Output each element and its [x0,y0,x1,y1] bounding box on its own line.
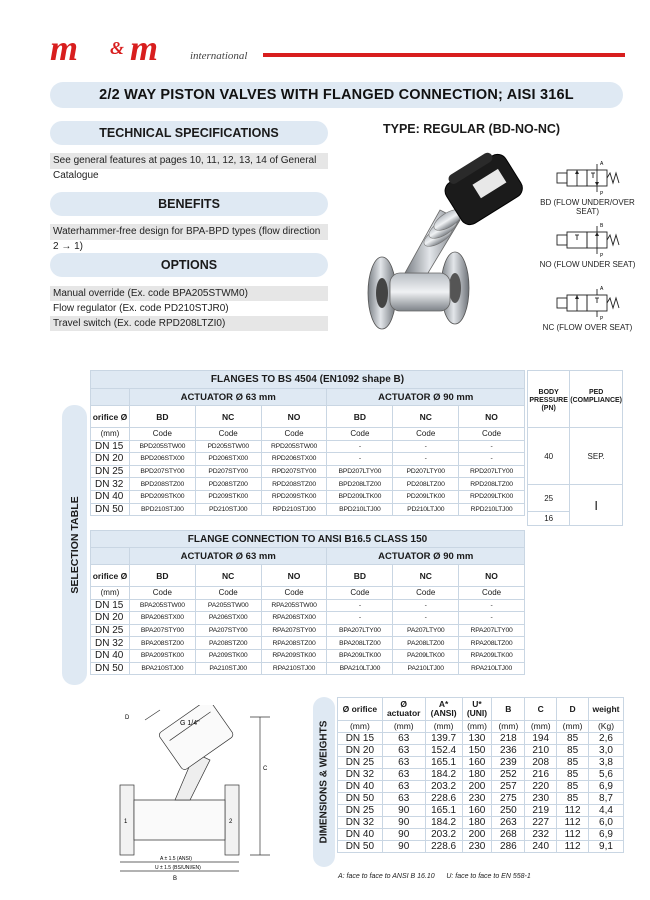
code-cell: PD208LTZ00 [393,478,459,491]
code-cell: - [393,612,459,625]
table-row [91,503,525,516]
code-cell: - [327,612,393,625]
col-bd: BD [327,406,393,428]
column-header: D [557,698,589,721]
orifice-header: orifice Ø [91,565,130,587]
code-cell: RPD210STJ00 [261,503,327,516]
table-cell: 63 [382,780,425,792]
symbol-label-no: NO (FLOW UNDER SEAT) [539,260,636,269]
ansi-rows [91,599,525,675]
column-header: A* (ANSI) [425,698,462,721]
table-cell: DN 20 [338,744,383,756]
code-cell: RPA207LTY00 [459,624,525,637]
code-cell: BPA210STJ00 [129,662,195,675]
selection-table-ansi: FLANGE CONNECTION TO ANSI B16.5 CLASS 150 ACTUATOR Ø 63 mm ACTUATOR Ø 90 mm orifice Ø BD NC NO BD NC NO (mm) Code Code Code Code Code Code DN 15 BPA205STW00 PA205STW00 RPA205STW00 - - - DN 20 BPA206STX00 PA206STX00 RPA206STX00 - - - DN 25 BPA207STY00 PA207STY00 RPA207STY00 BPA207LTY00 PA207LTY00 RPA207LTY00 DN 32 BPA208STZ00 PA208STZ00 RPA208STZ00 BPA208LTZ00 PA208LTZ00 RPA208LTZ00 DN 40 BPA209STK00 PA209STK00 RPA209STK00 BPA209LTK00 PA209LTK00 RPA209LTK00 DN 50 BPA210STJ00 PA210STJ00 RPA210STJ00 BPA210LTJ00 PA210LTJ00 RPA210LTJ00 [90,530,525,675]
actuator-90-header: ACTUATOR Ø 90 mm [327,548,525,565]
table-cell: 286 [492,840,525,852]
table-cell: 263 [492,816,525,828]
code-cell: - [459,599,525,612]
svg-text:A: A [600,286,604,292]
table-cell: 63 [382,732,425,744]
table-cell: 6,0 [589,816,624,828]
table-cell: DN 40 [338,780,383,792]
table-cell: 4,4 [589,804,624,816]
table-row [91,612,525,625]
table-cell: 9,1 [589,840,624,852]
table-row [338,732,624,744]
code-cell: BPA209LTK00 [327,649,393,662]
logo-suffix: international [190,50,248,62]
code-cell: PD209LTK00 [393,490,459,503]
table-cell: DN 25 [338,756,383,768]
column-header: (mm) [492,721,525,733]
table-row [91,637,525,650]
col-no: NO [459,406,525,428]
table-cell: 112 [557,816,589,828]
table-cell: 6,9 [589,828,624,840]
svg-text:U ± 1.5 (BS/UNI/EN): U ± 1.5 (BS/UNI/EN) [155,865,201,871]
table-cell: 219 [525,804,557,816]
code-cell: RPA209LTK00 [459,649,525,662]
table-row [338,780,624,792]
table-row [338,792,624,804]
col-bd: BD [129,406,195,428]
table-cell: 90 [382,840,425,852]
orifice-header: orifice Ø [91,406,130,428]
table-cell: 184.2 [425,816,462,828]
bs-table-title: FLANGES TO BS 4504 (EN1092 shape B) [91,371,525,389]
code-cell: BPA205STW00 [129,599,195,612]
orifice-cell: DN 25 [91,465,130,478]
code-cell: - [393,599,459,612]
code-cell: RPD210LTJ00 [459,503,525,516]
table-cell: 85 [557,744,589,756]
table-cell: 228.6 [425,792,462,804]
table-row [91,490,525,503]
valve-photo-illustration [360,148,535,343]
svg-text:2: 2 [229,819,233,825]
code-cell: RPA210LTJ00 [459,662,525,675]
dimensions-rows [338,732,624,852]
type-heading: TYPE: REGULAR (BD-NO-NC) [383,122,561,136]
column-header: C [525,698,557,721]
table-cell: DN 32 [338,816,383,828]
table-cell: 63 [382,744,425,756]
benefits-text: Waterhammer-free design for BPA-BPD types (flow direction 2 → 1) [50,224,328,240]
svg-text:1: 1 [124,819,128,825]
table-row [91,440,525,453]
table-cell: 160 [462,804,492,816]
table-cell: 63 [382,756,425,768]
orifice-cell: DN 20 [91,612,130,625]
table-cell: 220 [525,780,557,792]
code-cell: RPA209STK00 [261,649,327,662]
code-cell: - [459,440,525,453]
table-cell: 230 [462,840,492,852]
table-cell: 180 [462,816,492,828]
code-cell: BPD208LTZ00 [327,478,393,491]
table-cell: 232 [525,828,557,840]
code-cell: PA210STJ00 [195,662,261,675]
table-row [91,599,525,612]
orifice-cell: DN 25 [91,624,130,637]
body-pressure-header: BODY PRESSURE (PN) [528,371,570,428]
table-cell: 85 [557,780,589,792]
table-cell: 200 [462,828,492,840]
option-item: Flow regulator (Ex. code PD210STJR0) [53,303,229,314]
page-title: 2/2 WAY PISTON VALVES WITH FLANGED CONNECTION; AISI 316L [99,87,574,103]
dimensions-table [337,697,624,853]
table-cell: 112 [557,804,589,816]
svg-text:P: P [600,191,604,196]
code-cell: - [393,453,459,466]
table-cell: 194 [525,732,557,744]
symbol-label-nc: NC (FLOW OVER SEAT) [542,323,633,332]
orifice-cell: DN 50 [91,662,130,675]
col-no: NO [261,406,327,428]
table-cell: 200 [462,780,492,792]
svg-text:B: B [600,223,604,229]
header-rule [263,53,625,57]
table-cell: 210 [525,744,557,756]
option-item: Manual override (Ex. code BPA205STWM0) [50,286,328,301]
ped-value: I [570,485,623,526]
selection-side-label: SELECTION TABLE [68,496,81,594]
table-cell: 6,9 [589,780,624,792]
code-cell: RPA208LTZ00 [459,637,525,650]
table-cell: 250 [492,804,525,816]
actuator-63-header: ACTUATOR Ø 63 mm [129,389,327,406]
table-cell: 85 [557,792,589,804]
code-cell: PA206STX00 [195,612,261,625]
code-cell: BPA207STY00 [129,624,195,637]
svg-text:C: C [263,766,268,772]
svg-text:G 1/4": G 1/4" [180,720,200,727]
column-header: (Kg) [589,721,624,733]
benefits-heading: BENEFITS [50,192,328,216]
svg-text:P: P [600,253,604,258]
table-cell: 3,0 [589,744,624,756]
code-cell: RPD207LTY00 [459,465,525,478]
svg-text:A: A [600,161,604,167]
column-header: (mm) [462,721,492,733]
table-row [91,662,525,675]
code-cell: BPA210LTJ00 [327,662,393,675]
code-cell: - [459,612,525,625]
valve-symbol-nc [553,285,623,321]
table-cell: DN 50 [338,792,383,804]
orifice-cell: DN 15 [91,440,130,453]
table-row [338,756,624,768]
column-header: Ø actuator [382,698,425,721]
column-header: (mm) [557,721,589,733]
code-cell: - [393,440,459,453]
table-cell: 239 [492,756,525,768]
table-row [338,804,624,816]
code-cell: PD206STX00 [195,453,261,466]
table-cell: 236 [492,744,525,756]
code-cell: PD205STW00 [195,440,261,453]
table-cell: 180 [462,768,492,780]
logo-letter-m: m [50,28,79,68]
svg-text:P: P [600,316,604,321]
code-cell: RPD209LTK00 [459,490,525,503]
table-cell: 85 [557,756,589,768]
column-header: (mm) [382,721,425,733]
pn-value: 25 [528,485,570,512]
logo-letter-m-second: m [130,28,159,68]
dimension-drawing [85,705,310,880]
table-cell: 218 [492,732,525,744]
table-cell: DN 40 [338,828,383,840]
table-cell: 228.6 [425,840,462,852]
selection-table-bs: FLANGES TO BS 4504 (EN1092 shape B) ACTUATOR Ø 63 mm ACTUATOR Ø 90 mm orifice Ø BD NC NO BD NC NO (mm) Code Code Code Code Code Code DN 15 BPD205STW00 PD205STW00 RPD205STW00 - - - DN 20 BPD206STX00 PD206STX00 RPD206STX00 - - - DN 25 BPD207STY00 PD207STY00 RPD207STY00 BPD207LTY00 PD207LTY00 RPD207LTY00 DN 32 BPD208STZ00 PD208STZ00 RPD208STZ00 BPD208LTZ00 PD208LTZ00 RPD208LTZ00 DN 40 BPD209STK00 PD209STK00 RPD209STK00 BPD209LTK00 PD209LTK00 RPD209LTK00 DN 50 BPD210STJ00 PD210STJ00 RPD210STJ00 BPD210LTJ00 PD210LTJ00 RPD210LTJ00 [90,370,525,516]
table-cell: 85 [557,768,589,780]
orifice-cell: DN 50 [91,503,130,516]
code-cell: RPA210STJ00 [261,662,327,675]
table-cell: 8,7 [589,792,624,804]
table-row [338,816,624,828]
orifice-cell: DN 15 [91,599,130,612]
note-uni: U: face to face to EN 558-1 [446,873,531,880]
code-cell: RPD209STK00 [261,490,327,503]
code-cell: PD207STY00 [195,465,261,478]
valve-symbol-no [553,222,623,258]
table-cell: 90 [382,816,425,828]
code-cell: PD209STK00 [195,490,261,503]
column-header: (mm) [425,721,462,733]
code-cell: - [327,440,393,453]
table-cell: 165.1 [425,756,462,768]
table-cell: 5,6 [589,768,624,780]
column-header: Ø orifice [338,698,383,721]
pn-value: 16 [528,512,570,526]
dimension-notes [338,873,628,880]
table-row [338,768,624,780]
code-cell: RPD207STY00 [261,465,327,478]
table-cell: 240 [525,840,557,852]
table-cell: 230 [525,792,557,804]
svg-text:D: D [125,715,130,721]
code-cell: PA207LTY00 [393,624,459,637]
code-cell: BPD206STX00 [129,453,195,466]
table-row [91,453,525,466]
col-bd: BD [129,565,195,587]
table-cell: 152.4 [425,744,462,756]
orifice-cell: DN 40 [91,649,130,662]
col-bd: BD [327,565,393,587]
svg-text:B: B [173,876,178,880]
company-logo [50,30,260,70]
code-cell: PA209STK00 [195,649,261,662]
table-cell: 63 [382,768,425,780]
table-cell: 165.1 [425,804,462,816]
ansi-table-title: FLANGE CONNECTION TO ANSI B16.5 CLASS 150 [91,531,525,548]
svg-text:A ± 1.5 (ANSI): A ± 1.5 (ANSI) [160,856,192,862]
table-cell: 130 [462,732,492,744]
code-cell: BPA207LTY00 [327,624,393,637]
table-cell: 85 [557,732,589,744]
code-cell: BPD208STZ00 [129,478,195,491]
bs-rows [91,440,525,516]
ped-value: SEP. [570,428,623,485]
dimensions-side-label: DIMENSIONS & WEIGHTS [318,720,330,844]
code-cell: PD210STJ00 [195,503,261,516]
table-cell: 203.2 [425,828,462,840]
column-header: (mm) [525,721,557,733]
pn-value: 40 [528,428,570,485]
dimensions-header-row [338,698,624,721]
code-cell: PA208LTZ00 [393,637,459,650]
code-cell: BPD209STK00 [129,490,195,503]
table-cell: 112 [557,840,589,852]
code-cell: RPD208STZ00 [261,478,327,491]
table-cell: DN 15 [338,732,383,744]
orifice-cell: DN 32 [91,637,130,650]
code-cell: RPA205STW00 [261,599,327,612]
code-cell: RPD206STX00 [261,453,327,466]
column-header: weight [589,698,624,721]
code-cell: BPD209LTK00 [327,490,393,503]
code-cell: BPD207LTY00 [327,465,393,478]
table-cell: 230 [462,792,492,804]
orifice-cell: DN 40 [91,490,130,503]
technical-heading: TECHNICAL SPECIFICATIONS [50,121,328,145]
table-cell: 3,8 [589,756,624,768]
orifice-cell: DN 20 [91,453,130,466]
code-cell: PD210LTJ00 [393,503,459,516]
column-header: B [492,698,525,721]
table-row [91,624,525,637]
technical-text: See general features at pages 10, 11, 12, 13, 14 of General Catalogue [50,153,328,169]
pressure-ped-table [527,370,623,526]
valve-symbol-bd [553,160,623,196]
table-cell: 227 [525,816,557,828]
option-item: Travel switch (Ex. code RPD208LTZI0) [50,316,328,331]
note-ansi: A: face to face to ANSI B 16.10 [338,873,435,880]
code-cell: RPD205STW00 [261,440,327,453]
code-cell: - [327,453,393,466]
ped-header: PED (COMPLIANCE) [570,371,623,428]
code-cell: PA207STY00 [195,624,261,637]
column-header: U* (UNI) [462,698,492,721]
orifice-cell: DN 32 [91,478,130,491]
symbol-label-bd: BD (FLOW UNDER/OVER SEAT) [540,198,635,216]
table-cell: 257 [492,780,525,792]
table-cell: 90 [382,828,425,840]
table-cell: DN 32 [338,768,383,780]
table-row [338,828,624,840]
table-row [338,744,624,756]
code-cell: - [327,599,393,612]
table-cell: DN 25 [338,804,383,816]
code-cell: RPA207STY00 [261,624,327,637]
options-heading: OPTIONS [50,253,328,277]
table-cell: 208 [525,756,557,768]
code-cell: BPD210STJ00 [129,503,195,516]
table-row [91,478,525,491]
column-header: (mm) [338,721,383,733]
table-cell: 2,6 [589,732,624,744]
col-nc: NC [195,406,261,428]
table-cell: 63 [382,792,425,804]
table-cell: 203.2 [425,780,462,792]
code-cell: PA205STW00 [195,599,261,612]
table-row [338,840,624,852]
actuator-63-header: ACTUATOR Ø 63 mm [129,548,327,565]
actuator-90-header: ACTUATOR Ø 90 mm [327,389,525,406]
logo-ampersand: & [110,38,125,58]
table-cell: 275 [492,792,525,804]
table-cell: 184.2 [425,768,462,780]
col-no: NO [261,565,327,587]
table-row [91,649,525,662]
code-cell: PA208STZ00 [195,637,261,650]
code-cell: RPD208LTZ00 [459,478,525,491]
table-cell: 150 [462,744,492,756]
code-cell: - [459,453,525,466]
col-nc: NC [393,406,459,428]
col-nc: NC [393,565,459,587]
code-cell: PD207LTY00 [393,465,459,478]
col-nc: NC [195,565,261,587]
code-cell: BPA208LTZ00 [327,637,393,650]
table-cell: DN 50 [338,840,383,852]
table-cell: 112 [557,828,589,840]
table-cell: 216 [525,768,557,780]
code-cell: BPD205STW00 [129,440,195,453]
table-row [91,465,525,478]
code-cell: BPD210LTJ00 [327,503,393,516]
code-cell: RPA206STX00 [261,612,327,625]
code-cell: PA210LTJ00 [393,662,459,675]
dimensions-unit-row [338,721,624,733]
table-cell: 139.7 [425,732,462,744]
code-cell: BPD207STY00 [129,465,195,478]
code-cell: PA209LTK00 [393,649,459,662]
table-cell: 252 [492,768,525,780]
table-cell: 90 [382,804,425,816]
col-no: NO [459,565,525,587]
code-cell: BPA206STX00 [129,612,195,625]
code-cell: BPA209STK00 [129,649,195,662]
code-cell: RPA208STZ00 [261,637,327,650]
code-cell: BPA208STZ00 [129,637,195,650]
code-cell: PD208STZ00 [195,478,261,491]
table-cell: 160 [462,756,492,768]
table-cell: 268 [492,828,525,840]
